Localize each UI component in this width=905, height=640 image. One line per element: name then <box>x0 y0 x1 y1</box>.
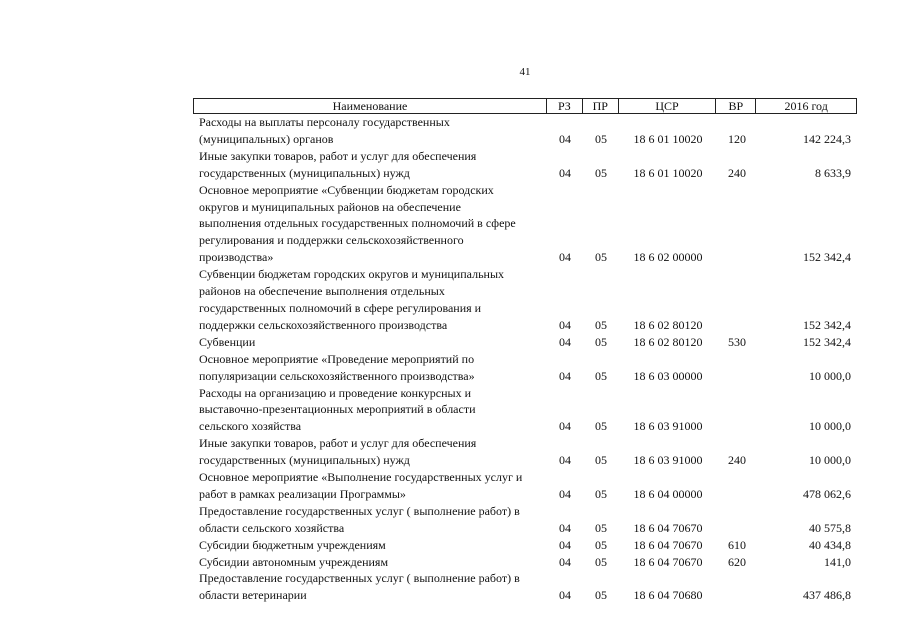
row-vr: 610 <box>728 537 746 552</box>
table-row <box>193 351 857 385</box>
row-csr: 18 6 02 00000 <box>633 250 703 265</box>
row-name <box>193 554 547 571</box>
row-name-line: производства» <box>199 250 274 265</box>
budget-table <box>193 98 857 604</box>
row-name-line: Иные закупки товаров, работ и услуг для обеспечения <box>199 436 477 451</box>
row-name-line: Предоставление государственных услуг ( выполнение работ) в <box>199 503 520 518</box>
table-header <box>193 98 857 114</box>
row-pr: 05 <box>595 334 607 349</box>
row-name-line: (муниципальных) органов <box>199 131 334 146</box>
row-rz: 04 <box>559 486 571 501</box>
row-name-line: государственных (муниципальных) нужд <box>199 165 410 180</box>
row-name-line: Субсидии бюджетным учреждениям <box>199 537 386 552</box>
row-csr: 18 6 03 00000 <box>633 368 703 383</box>
row-name-line: государственных (муниципальных) нужд <box>199 453 410 468</box>
row-name-line: области ветеринарии <box>199 588 307 603</box>
row-csr: 18 6 03 91000 <box>633 419 703 434</box>
row-csr: 18 6 04 70670 <box>633 554 703 569</box>
row-csr: 18 6 02 80120 <box>633 317 703 332</box>
row-name <box>193 385 547 436</box>
row-name-line: выставочно-презентационных мероприятий в области <box>199 402 476 417</box>
row-name-line: регулирования и поддержки сельскохозяйственного <box>199 233 464 248</box>
row-amount: 40 575,8 <box>809 520 851 535</box>
row-name-line: Субвенции <box>199 334 256 349</box>
row-amount: 40 434,8 <box>809 537 851 552</box>
page-number: 41 <box>519 66 531 78</box>
row-pr: 05 <box>595 131 607 146</box>
row-pr: 05 <box>595 165 607 180</box>
table-row <box>193 182 857 267</box>
table-row <box>193 385 857 436</box>
row-vr: 530 <box>728 334 746 349</box>
row-rz: 04 <box>559 165 571 180</box>
row-name <box>193 114 547 148</box>
row-pr: 05 <box>595 588 607 603</box>
row-csr: 18 6 01 10020 <box>633 165 703 180</box>
header-csr: ЦСР <box>619 99 717 113</box>
row-name-line: популяризации сельскохозяйственного производства» <box>199 368 475 383</box>
row-name <box>193 435 547 469</box>
row-rz: 04 <box>559 368 571 383</box>
row-name-line: Расходы на организацию и проведение конкурсных и <box>199 385 471 400</box>
row-name <box>193 182 547 267</box>
row-name-line: Субвенции бюджетам городских округов и муниципальных <box>199 267 505 282</box>
row-rz: 04 <box>559 537 571 552</box>
row-name <box>193 334 547 351</box>
row-rz: 04 <box>559 250 571 265</box>
row-name-line: области сельского хозяйства <box>199 520 345 535</box>
row-rz: 04 <box>559 453 571 468</box>
row-vr: 240 <box>728 453 746 468</box>
row-amount: 10 000,0 <box>809 453 851 468</box>
row-name-line: округов и муниципальных районов на обеспечение <box>199 199 461 214</box>
row-name <box>193 148 547 182</box>
row-amount: 152 342,4 <box>803 334 851 349</box>
row-vr: 240 <box>728 165 746 180</box>
row-name-line: Основное мероприятие «Выполнение государственных услуг и <box>199 470 523 485</box>
row-name-line: сельского хозяйства <box>199 419 302 434</box>
row-name <box>193 570 547 604</box>
row-csr: 18 6 04 70680 <box>633 588 703 603</box>
row-pr: 05 <box>595 317 607 332</box>
row-rz: 04 <box>559 588 571 603</box>
row-name <box>193 537 547 554</box>
table-row <box>193 469 857 503</box>
row-amount: 10 000,0 <box>809 368 851 383</box>
row-rz: 04 <box>559 554 571 569</box>
row-pr: 05 <box>595 520 607 535</box>
table-row <box>193 554 857 571</box>
row-name-line: районов на обеспечение выполнения отдельных <box>199 284 445 299</box>
row-name <box>193 503 547 537</box>
row-pr: 05 <box>595 368 607 383</box>
row-rz: 04 <box>559 419 571 434</box>
row-amount: 437 486,8 <box>803 588 851 603</box>
row-name-line: государственных полномочий в сфере регулирования и <box>199 300 482 315</box>
row-pr: 05 <box>595 554 607 569</box>
row-amount: 142 224,3 <box>803 131 851 146</box>
row-name-line: Предоставление государственных услуг ( выполнение работ) в <box>199 571 520 586</box>
header-year: 2016 год <box>784 99 828 113</box>
row-rz: 04 <box>559 520 571 535</box>
row-pr: 05 <box>595 486 607 501</box>
row-rz: 04 <box>559 334 571 349</box>
row-name <box>193 266 547 334</box>
table-row <box>193 334 857 351</box>
header-name: Наименование <box>194 99 547 113</box>
row-amount: 152 342,4 <box>803 250 851 265</box>
table-body <box>193 114 857 604</box>
row-csr: 18 6 03 91000 <box>633 453 703 468</box>
header-pr: ПР <box>583 99 619 113</box>
row-pr: 05 <box>595 537 607 552</box>
row-pr: 05 <box>595 453 607 468</box>
row-amount: 152 342,4 <box>803 317 851 332</box>
row-amount: 8 633,9 <box>815 165 851 180</box>
row-name-line: Основное мероприятие «Проведение мероприятий по <box>199 351 475 366</box>
row-name-line: Расходы на выплаты персоналу государственных <box>199 115 450 129</box>
row-csr: 18 6 02 80120 <box>633 334 703 349</box>
table-row <box>193 570 857 604</box>
table-row <box>193 148 857 182</box>
row-name <box>193 351 547 385</box>
row-amount: 10 000,0 <box>809 419 851 434</box>
row-name-line: работ в рамках реализации Программы» <box>199 486 406 501</box>
row-rz: 04 <box>559 131 571 146</box>
row-csr: 18 6 04 70670 <box>633 537 703 552</box>
row-name <box>193 469 547 503</box>
table-row <box>193 435 857 469</box>
row-rz: 04 <box>559 317 571 332</box>
row-amount: 478 062,6 <box>803 486 851 501</box>
row-vr: 120 <box>728 131 746 146</box>
row-name-line: Иные закупки товаров, работ и услуг для обеспечения <box>199 148 477 163</box>
row-name-line: поддержки сельскохозяйственного производства <box>199 317 448 332</box>
table-row <box>193 266 857 334</box>
header-vr: ВР <box>716 99 756 113</box>
row-vr: 620 <box>728 554 746 569</box>
row-csr: 18 6 01 10020 <box>633 131 703 146</box>
table-row <box>193 537 857 554</box>
row-csr: 18 6 04 00000 <box>633 486 703 501</box>
row-pr: 05 <box>595 419 607 434</box>
row-name-line: выполнения отдельных государственных полномочий в сфере <box>199 216 516 231</box>
row-name-line: Субсидии автономным учреждениям <box>199 554 389 569</box>
table-row <box>193 114 857 148</box>
row-amount: 141,0 <box>824 554 851 569</box>
header-rz: РЗ <box>547 99 583 113</box>
row-name-line: Основное мероприятие «Субвенции бюджетам городских <box>199 182 494 197</box>
row-pr: 05 <box>595 250 607 265</box>
table-row <box>193 503 857 537</box>
row-csr: 18 6 04 70670 <box>633 520 703 535</box>
